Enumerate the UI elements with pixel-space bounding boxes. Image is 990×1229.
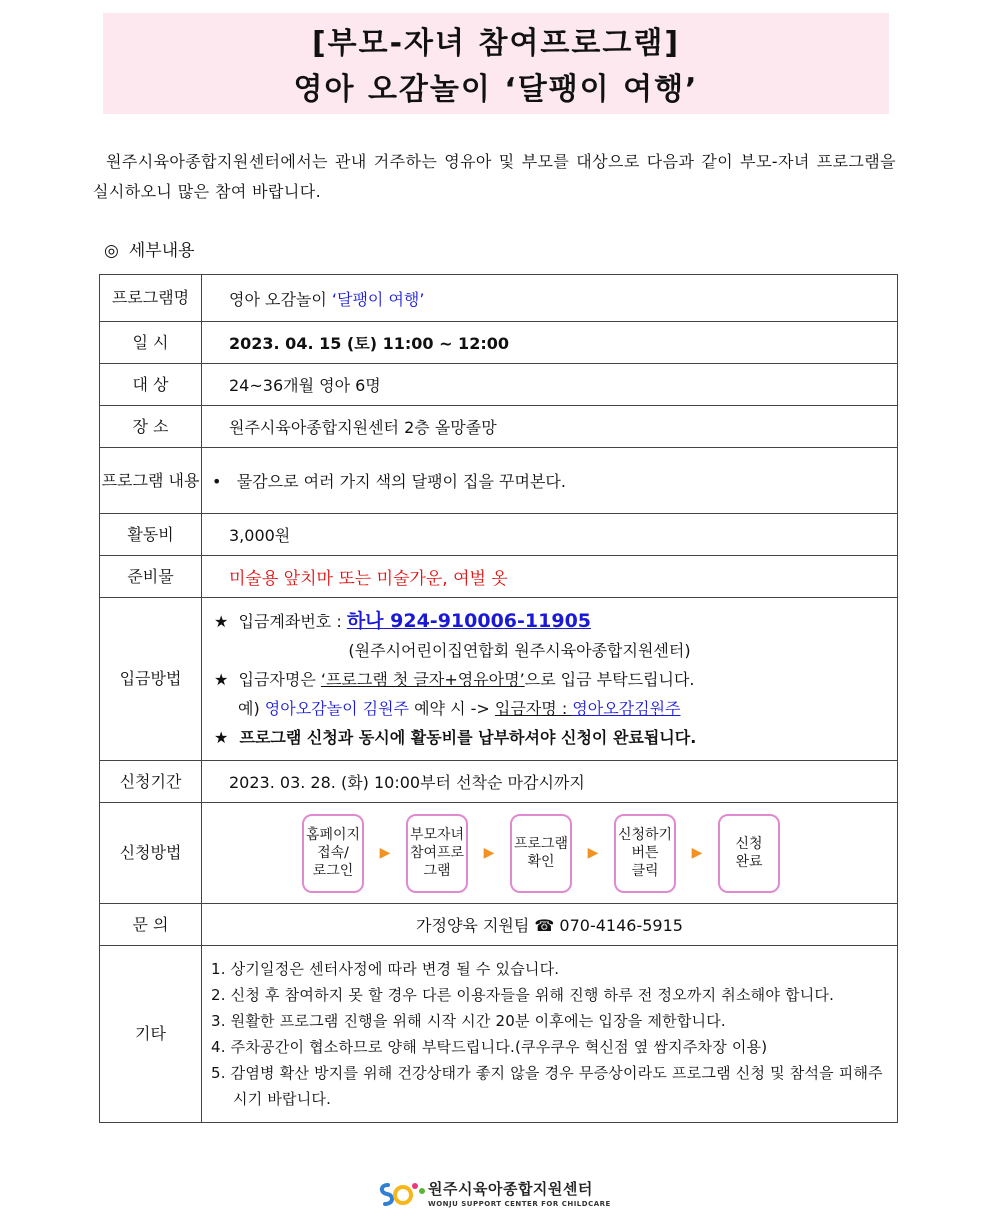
value-program-name — [202, 275, 898, 322]
row-prep — [100, 556, 898, 598]
detail-table — [99, 274, 898, 1123]
section-heading — [104, 236, 195, 261]
value-period: 2023. 03. 28. (화) 10:00부터 선착순 마감시까지 — [202, 761, 898, 803]
value-fee: 3,000원 — [202, 514, 898, 556]
flow-step-1: 홈페이지 접속/ 로그인 — [302, 814, 364, 893]
flow-step-3: 프로그램 확인 — [510, 814, 572, 893]
depositor-format: ‘프로그램 첫 글자+영유아명’ — [320, 669, 525, 689]
star-icon: ★ — [214, 611, 229, 631]
value-prep: 미술용 앞치마 또는 미술가운, 여벌 옷 — [202, 556, 898, 598]
program-name-prefix: 영아 오감놀이 — [229, 289, 332, 309]
row-target — [100, 364, 898, 406]
double-circle-icon: ◎ — [104, 241, 119, 261]
program-name-highlight: ‘달팽이 여행’ — [331, 289, 425, 309]
value-inquiry — [202, 904, 898, 946]
arrow-right-icon: ▶ — [691, 845, 703, 861]
row-method — [100, 803, 898, 904]
title-banner — [103, 13, 889, 114]
note-item: 2. 신청 후 참여하지 못 할 경우 다른 이용자들을 위해 진행 하루 전 정오까지 취소해야 합니다. — [211, 986, 835, 1004]
account-label: 입금계좌번호 : — [238, 611, 347, 631]
depositor-line — [202, 665, 897, 694]
arrow-right-icon: ▶ — [483, 845, 495, 861]
label-fee: 활동비 — [100, 514, 202, 556]
center-logo-icon — [378, 1179, 428, 1207]
label-prep: 준비물 — [100, 556, 202, 598]
value-content — [202, 448, 898, 514]
example-mid: 예약 시 -> — [409, 698, 495, 718]
account-line — [202, 607, 897, 636]
title-line-1: [부모-자녀 참여프로그램] — [311, 26, 681, 61]
value-datetime: 2023. 04. 15 (토) 11:00 ~ 12:00 — [202, 322, 898, 364]
example-label: 입금자명 : — [494, 698, 573, 718]
phone-icon: ☎ — [534, 916, 555, 935]
label-program-name: 프로그램명 — [100, 275, 202, 322]
value-etc — [202, 946, 898, 1123]
account-holder: (원주시어린이집연합회 원주시육아종합지원센터) — [348, 640, 691, 660]
account-number: 하나 924-910006-11905 — [346, 609, 592, 632]
inquiry-team: 가정양육 지원팀 — [416, 916, 535, 935]
note-item: 1. 상기일정은 센터사정에 따라 변경 될 수 있습니다. — [211, 960, 560, 978]
payment-notice: 프로그램 신청과 동시에 활동비를 납부하셔야 신청이 완료됩니다. — [239, 727, 697, 747]
label-target: 대 상 — [100, 364, 202, 406]
note-item: 4. 주차공간이 협소하므로 양해 부탁드립니다.(쿠우쿠우 혁신점 옆 쌈지주차장 이용) — [211, 1038, 768, 1056]
arrow-right-icon: ▶ — [379, 845, 391, 861]
footer-org-name-en: WONJU SUPPORT CENTER FOR CHILDCARE — [428, 1200, 611, 1208]
footer-logo — [378, 1178, 611, 1208]
flow-step-2: 부모자녀 참여프로 그램 — [406, 814, 468, 893]
arrow-right-icon: ▶ — [587, 845, 599, 861]
example-line — [202, 694, 897, 723]
value-payment — [202, 598, 898, 761]
example-name: 영아오감놀이 김원주 — [264, 698, 409, 718]
label-inquiry: 문 의 — [100, 904, 202, 946]
row-etc — [100, 946, 898, 1123]
value-method — [202, 803, 898, 904]
label-period: 신청기간 — [100, 761, 202, 803]
row-program-name — [100, 275, 898, 322]
star-icon: ★ — [214, 669, 229, 689]
label-etc: 기타 — [100, 946, 202, 1123]
label-method: 신청방법 — [100, 803, 202, 904]
example-value: 영아오감김원주 — [572, 698, 681, 718]
note-item: 3. 원활한 프로그램 진행을 위해 시작 시간 20분 이후에는 입장을 제한합니다. — [211, 1012, 726, 1030]
value-place: 원주시육아종합지원센터 2층 올망졸망 — [202, 406, 898, 448]
section-heading-label: 세부내용 — [128, 241, 195, 261]
label-content: 프로그램 내용 — [100, 448, 202, 514]
row-payment — [100, 598, 898, 761]
row-inquiry — [100, 904, 898, 946]
row-place — [100, 406, 898, 448]
note-item: 5. 감염병 확산 방지를 위해 건강상태가 좋지 않을 경우 무증상이라도 프로그램 신청 및 참석을 피해주시기 바랍니다. — [211, 1064, 883, 1108]
row-content — [100, 448, 898, 514]
depositor-prefix: 입금자명은 — [238, 669, 321, 689]
label-place: 장 소 — [100, 406, 202, 448]
row-datetime — [100, 322, 898, 364]
title-line-2: 영아 오감놀이 ‘달팽이 여행’ — [293, 72, 699, 107]
label-payment: 입금방법 — [100, 598, 202, 761]
row-period — [100, 761, 898, 803]
footer-org-name: 원주시육아종합지원센터 — [428, 1180, 593, 1198]
notice-line — [202, 723, 897, 752]
row-fee — [100, 514, 898, 556]
intro-paragraph: 원주시육아종합지원센터에서는 관내 거주하는 영유아 및 부모를 대상으로 다음과 같이 부모-자녀 프로그램을 실시하오니 많은 참여 바랍니다. — [93, 152, 896, 201]
value-target: 24~36개월 영아 6명 — [202, 364, 898, 406]
application-flow — [202, 803, 897, 903]
content-text: 물감으로 여러 가지 색의 달팽이 집을 꾸며본다. — [236, 472, 566, 491]
bullet-icon: • — [212, 472, 222, 491]
depositor-suffix: 으로 입금 부탁드립니다. — [524, 669, 695, 689]
flow-step-4: 신청하기 버튼 클릭 — [614, 814, 676, 893]
example-prefix: 예) — [238, 698, 265, 718]
star-icon: ★ — [214, 727, 229, 747]
inquiry-phone: 070-4146-5915 — [554, 916, 683, 935]
label-datetime: 일 시 — [100, 322, 202, 364]
flow-step-5: 신청 완료 — [718, 814, 780, 893]
